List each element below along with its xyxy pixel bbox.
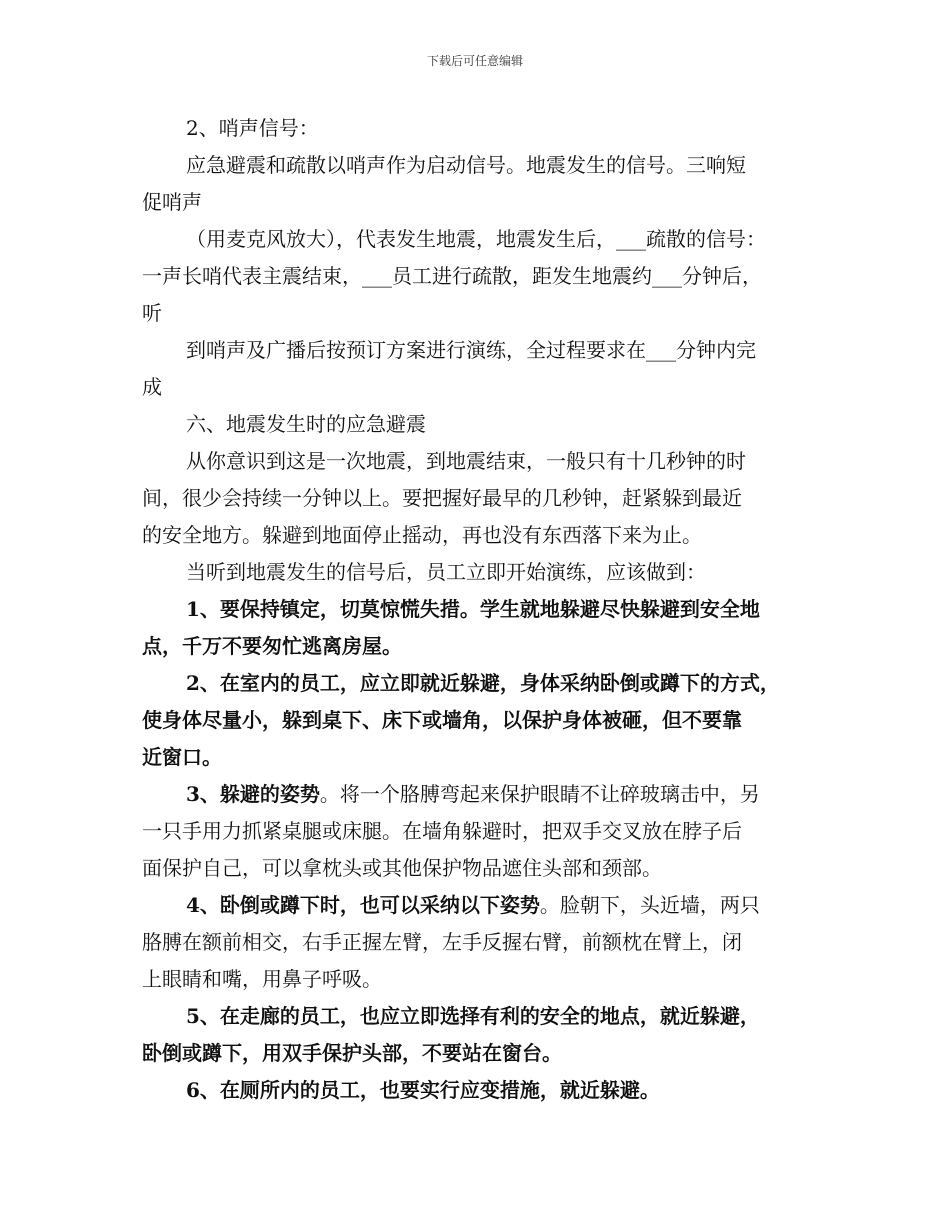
text-line: 上眼睛和嘴，用鼻子呼吸。 [142, 967, 382, 991]
text-line: 面保护自己，可以拿枕头或其他保护物品遮住头部和颈部。 [142, 856, 662, 880]
text-line-bold: 近窗口。 [142, 745, 222, 769]
text-line-bold: 2、在室内的员工，应立即就近躲避，身体采纳卧倒或蹲下的方式， [186, 671, 780, 695]
text-line: 一声长哨代表主震结束，___员工进行疏散，距发生地震约___分钟后， [142, 264, 762, 288]
text-line: 一只手用力抓紧桌腿或床腿。在墙角躲避时，把双手交叉放在脖子后 [142, 819, 742, 843]
text-line: 听 [142, 301, 162, 325]
text-line: 间，很少会持续一分钟以上。要把握好最早的几秒钟，赶紧躲到最近 [142, 486, 742, 510]
text-line: 2、哨声信号： [186, 116, 319, 140]
text-line: 成 [142, 375, 162, 399]
text-line: 当听到地震发生的信号后，员工立即开始演练，应该做到： [186, 560, 706, 584]
item-lead-bold: 4、卧倒或蹲下时，也可以采纳以下姿势 [186, 893, 540, 917]
text-line: 从你意识到这是一次地震，到地震结束，一般只有十几秒钟的时 [186, 449, 746, 473]
text-line-bold: 点，千万不要匆忙逃离房屋。 [142, 634, 402, 658]
text-line: 胳膊在额前相交，右手正握左臂，左手反握右臂，前额枕在臂上，闭 [142, 930, 742, 954]
text-line: 4、卧倒或蹲下时，也可以采纳以下姿势。脸朝下，头近墙，两只 [186, 893, 760, 917]
text-line: 促哨声 [142, 190, 202, 214]
text-line: （用麦克风放大），代表发生地震，地震发生后，___疏散的信号： [186, 227, 766, 251]
section-heading: 六、地震发生时的应急避震 [186, 412, 426, 436]
text-line-bold: 使身体尽量小，躲到桌下、床下或墙角，以保护身体被砸，但不要靠 [142, 708, 742, 732]
item-lead-bold: 3、躲避的姿势 [186, 782, 320, 806]
text-line-bold: 6、在厕所内的员工，也要实行应变措施，就近躲避。 [186, 1078, 660, 1102]
text-line-bold: 1、要保持镇定，切莫惊慌失措。学生就地躲避尽快躲避到安全地 [186, 597, 760, 621]
text-line-bold: 卧倒或蹲下，用双手保护头部，不要站在窗台。 [142, 1041, 562, 1065]
text-line: 的安全地方。躲避到地面停止摇动，再也没有东西落下来为止。 [142, 523, 702, 547]
page-header: 下载后可任意编辑 [426, 54, 523, 68]
document-body [142, 110, 822, 1109]
text-line: 应急避震和疏散以哨声作为启动信号。地震发生的信号。三响短 [186, 153, 746, 177]
text-line: 到哨声及广播后按预订方案进行演练，全过程要求在___分钟内完 [186, 338, 756, 362]
text-line-bold: 5、在走廊的员工，也应立即选择有利的安全的地点，就近躲避， [186, 1004, 760, 1028]
text-line: 3、躲避的姿势。将一个胳膊弯起来保护眼睛不让碎玻璃击中，另 [186, 782, 760, 806]
